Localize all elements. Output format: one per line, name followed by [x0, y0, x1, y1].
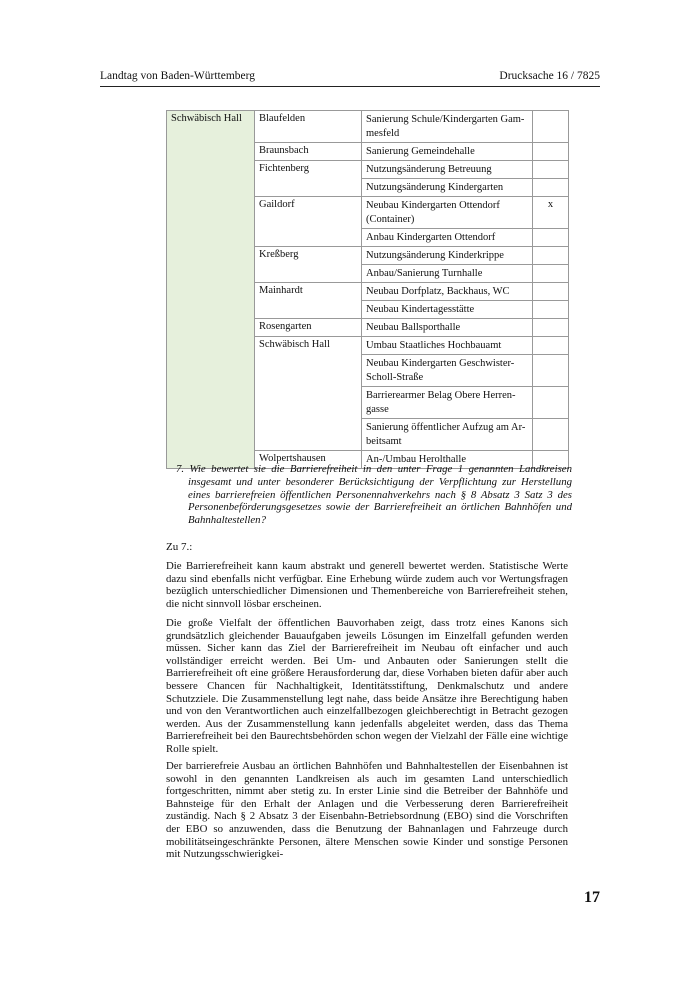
paragraph-3: Der barrierefreie Ausbau an örtlichen Bahnhöfen und Bahnhaltestellen der Eisenbahnen ist sowohl in den genannten Landkreisen als auch im gesamten Land unterschiedlich fortgeschritten, nimmt aber stetig zu. In erster Linie sind die Betreiber der Bahnhöfe und Bahnsteige für den Erhalt der Anlagen und die Verbesserung deren Barrierefreiheit zuständig. Nach § 2 Absatz 3 der Eisenbahn-Betriebsordnung (EBO) sind die Vorschriften der EBO so anzuwenden, dass die Benutzung der Bahnanlagen und Fahrzeuge durch mobilitätseingeschränkte Personen, ältere Menschen sowie Kinder und sonstige Personen mit Nutzungsschwierigkei- — [166, 760, 568, 861]
mark-cell — [533, 265, 569, 283]
mark-cell — [533, 161, 569, 179]
mark-cell — [533, 247, 569, 265]
projekt-cell: Neubau Kindergarten Geschwister- Scholl-Straße — [362, 355, 533, 387]
projekt-cell: Umbau Staatliches Hochbauamt — [362, 337, 533, 355]
header-right: Drucksache 16 / 7825 — [499, 70, 600, 82]
paragraph-2: Die große Vielfalt der öffentlichen Bauvorhaben zeigt, dass trotz eines Kanons sich grundsätzlich gleichender Bauaufgaben jeweils Lösungen im Einzelfall gefunden werden müssen. Sicher kann das Ziel der Barrierefreiheit im Neubau oft einfacher und auch vollständiger erreicht werden. Bei Um- und Anbauten oder Sanierungen stellt die Barrierefreiheit oft eine größere Herausforderung dar, diese Vorhaben bieten dafür aber auch bessere Chancen für Nachhaltigkeit, Identitätsstiftung, Denkmalschutz und andere Schutzziele. Die Zusammenstellung legt nahe, dass beide Ansätze ihre Berechtigung haben und von den Verantwortlichen auch einzelfallbezogen gleichberechtigt in Betracht gezogen werden. Aus der Zusammenstellung kann jedenfalls abgeleitet werden, dass das Thema Barrierefreiheit bei den Baurechtsbehörden schon wegen der Vielzahl der Fälle eine wichtige Rolle spielt. — [166, 617, 568, 755]
projekt-cell: Neubau Ballsporthalle — [362, 319, 533, 337]
gemeinde-cell: Braunsbach — [255, 143, 362, 161]
answer-heading: Zu 7.: — [166, 541, 193, 553]
projekt-cell: Nutzungsänderung Betreuung — [362, 161, 533, 179]
mark-cell — [533, 111, 569, 143]
projekt-cell: Nutzungsänderung Kinderkrippe — [362, 247, 533, 265]
projekt-cell: Sanierung öffentlicher Aufzug am Ar- beitsamt — [362, 419, 533, 451]
mark-cell — [533, 301, 569, 319]
header-left: Landtag von Baden-Württemberg — [100, 70, 255, 82]
projekt-cell: Neubau Kindergarten Ottendorf (Container) — [362, 197, 533, 229]
mark-cell — [533, 283, 569, 301]
projekt-cell: Anbau Kindergarten Ottendorf — [362, 229, 533, 247]
gemeinde-cell: Gaildorf — [255, 197, 362, 247]
projekt-cell: Anbau/Sanierung Turnhalle — [362, 265, 533, 283]
gemeinde-cell: Wolpertshausen — [255, 451, 362, 469]
gemeinde-cell: Mainhardt — [255, 283, 362, 319]
paragraph-1: Die Barrierefreiheit kann kaum abstrakt und generell bewertet werden. Statistische Werte dazu sind ebenfalls nicht verfügbar. Eine Erhebung würde zudem auch vor Wertungsfragen bezüglich unterschiedlicher Dimensionen und Themenbereiche von Barrierefreiheit stehen, die nicht sinnvoll lösbar erscheinen. — [166, 560, 568, 610]
landkreis-cell: Schwäbisch Hall — [167, 111, 255, 469]
header-rule — [100, 86, 600, 87]
page-number: 17 — [584, 889, 600, 906]
gemeinde-cell: Rosengarten — [255, 319, 362, 337]
mark-cell — [533, 387, 569, 419]
mark-cell — [533, 179, 569, 197]
mark-cell — [533, 355, 569, 387]
projekt-cell: Sanierung Schule/Kindergarten Gam- mesfeld — [362, 111, 533, 143]
gemeinde-cell: Fichtenberg — [255, 161, 362, 197]
table-row — [167, 111, 569, 143]
mark-cell — [533, 419, 569, 451]
question-7: 7. Wie bewertet sie die Barrierefreiheit in den unter Frage 1 genannten Landkreisen insgesamt und unter besonderer Berücksichtigung der Verpflichtung zur Herstellung eines barrierefreien öffentlichen Personennahverkehrs nach § 8 Absatz 3 Satz 3 des Personenbeförderungsgesetzes sowie der Barrierefreiheit an örtlichen Bahnhöfen und Bahnhaltestellen? — [176, 463, 572, 527]
project-table — [166, 110, 569, 469]
page-header — [100, 70, 600, 82]
gemeinde-cell: Schwäbisch Hall — [255, 337, 362, 451]
mark-cell: x — [533, 197, 569, 229]
projekt-cell: Barrierearmer Belag Obere Herren- gasse — [362, 387, 533, 419]
projekt-cell: An-/Umbau Herolthalle — [362, 451, 533, 469]
mark-cell — [533, 319, 569, 337]
gemeinde-cell: Blaufelden — [255, 111, 362, 143]
projekt-cell: Neubau Kindertagesstätte — [362, 301, 533, 319]
projekt-cell: Neubau Dorfplatz, Backhaus, WC — [362, 283, 533, 301]
mark-cell — [533, 337, 569, 355]
gemeinde-cell: Kreßberg — [255, 247, 362, 283]
projekt-cell: Sanierung Gemeindehalle — [362, 143, 533, 161]
mark-cell — [533, 143, 569, 161]
projekt-cell: Nutzungsänderung Kindergarten — [362, 179, 533, 197]
mark-cell — [533, 229, 569, 247]
